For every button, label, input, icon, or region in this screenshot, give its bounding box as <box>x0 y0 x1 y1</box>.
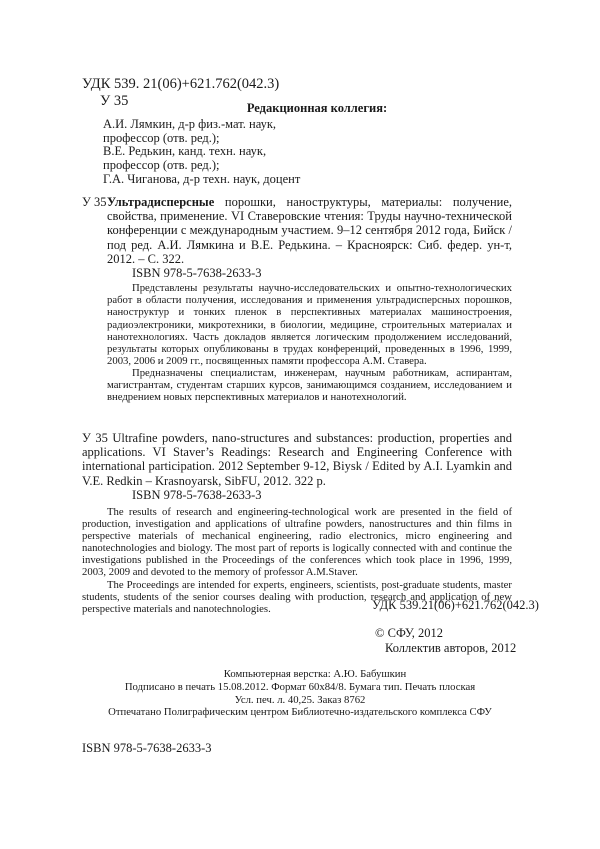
imprint-line: Компьютерная верстка: А.Ю. Бабушкин <box>223 668 407 680</box>
abstract-en-paragraph: The results of research and engineering-technological work are presented in the field of production, investigation and applications of ultrafine powders, nanostructures and thin films in perspective materials of mechanical engineering, radio electronics, micro engineering and nanotechnologies and biology. The most part of reports is logically connected with and continue the investigations published in the Proceedings of the conferences which took place in 1996, 1999, 2003, 2009 and devoted to the memory of professor A.M.Staver. <box>82 506 512 579</box>
udk-code-top: УДК 539. 21(06)+621.762(042.3) <box>82 76 280 92</box>
copyright-sfu: © СФУ, 2012 <box>375 626 443 640</box>
board-member: профессор (отв. ред.); <box>103 158 220 173</box>
bibliographic-entry-en <box>82 431 512 615</box>
entry-title-rest: порошки, наноструктуры, материалы: получение, свойства, применение. VI Ставеровские чтения: Труды научно-технической конференции с международным участием. 9–12 сентября 2012 года, Бийск / под ред. А.И. Лямкина и В.Е. Редькина. – Красноярск: Сиб. федер. ун-т, 2012. – С. 322. <box>107 195 512 266</box>
imprint-line: Усл. печ. л. 40,25. Заказ 8762 <box>234 693 366 706</box>
board-member: Г.А. Чиганова, д-р техн. наук, доцент <box>103 171 301 186</box>
entry-heading-ru <box>107 195 512 266</box>
imprint-line: Отпечатано Полиграфическим центром Библиотечно-издательского комплекса СФУ <box>108 706 492 719</box>
board-member: профессор (отв. ред.); <box>103 130 220 145</box>
bibliographic-entry-ru <box>82 195 512 403</box>
print-imprint <box>0 668 600 719</box>
editorial-board-title: Редакционная коллегия: <box>246 101 388 115</box>
abstract-ru-paragraph: Предназначены специалистам, инженерам, научным работникам, аспирантам, магистрантам, студентам старших курсов, занимающимся созданием, исследованием и внедрением новых перспективных материалов и нанотехнологий. <box>107 366 512 404</box>
abstract-en-paragraph: The Proceedings are intended for experts, engineers, scientists, post-graduate students, master students, students of the senior courses dealing with production, research and application of new perspective materials and nanotechnologies. <box>82 578 512 615</box>
copyright-block <box>375 626 516 656</box>
isbn-ru: ISBN 978-5-7638-2633-3 <box>132 266 262 281</box>
board-member: А.И. Лямкин, д-р физ.-мат. наук, <box>103 117 277 131</box>
entry-code-ru: У 35 <box>82 195 107 209</box>
isbn-en: ISBN 978-5-7638-2633-3 <box>132 487 262 502</box>
imprint-line: Подписано в печать 15.08.2012. Формат 60x84/8. Бумага тип. Печать плоская <box>124 680 476 693</box>
abstract-ru <box>107 282 512 403</box>
udk-code-bottom: УДК 539.21(06)+621.762(042.3) <box>372 598 539 612</box>
entry-heading-en: У 35 Ultrafine powders, nano-structures and substances: production, properties and applications. VI Staver’s Readings: Research and Engineering Conference with international participation. 2012 September 9-12, Biysk / Edited by A.I. Lyamkin and V.E. Redkin – Krasnoyarsk, SibFU, 2012. 322 p. <box>82 431 512 488</box>
abstract-ru-paragraph: Представлены результаты научно-исследовательских и опытно-технологических работ в области получения, исследования и применения ультрадисперсных порошков, наноструктур и тонких пленок в перспективных материалах машиностроения, радиоэлектроники, микротехники, в биологии, медицине, строительных материалах и нанотехнологиях. Часть докладов является логическим продолжением исследований, результаты которых опубликованы в трудах конференций, проведенных в 1996, 1999, 2003, 2006 и 2009 гг., посвященных памяти профессора А.М. Ставера. <box>107 282 512 367</box>
board-member: В.Е. Редькин, канд. техн. наук, <box>103 144 267 159</box>
entry-title-bold: Ультрадисперсные <box>107 195 215 209</box>
copyright-authors: Коллектив авторов, 2012 <box>385 641 517 655</box>
editorial-board-list <box>103 118 300 187</box>
isbn-bottom: ISBN 978-5-7638-2633-3 <box>82 741 212 755</box>
library-code-top: У 35 <box>100 93 129 109</box>
